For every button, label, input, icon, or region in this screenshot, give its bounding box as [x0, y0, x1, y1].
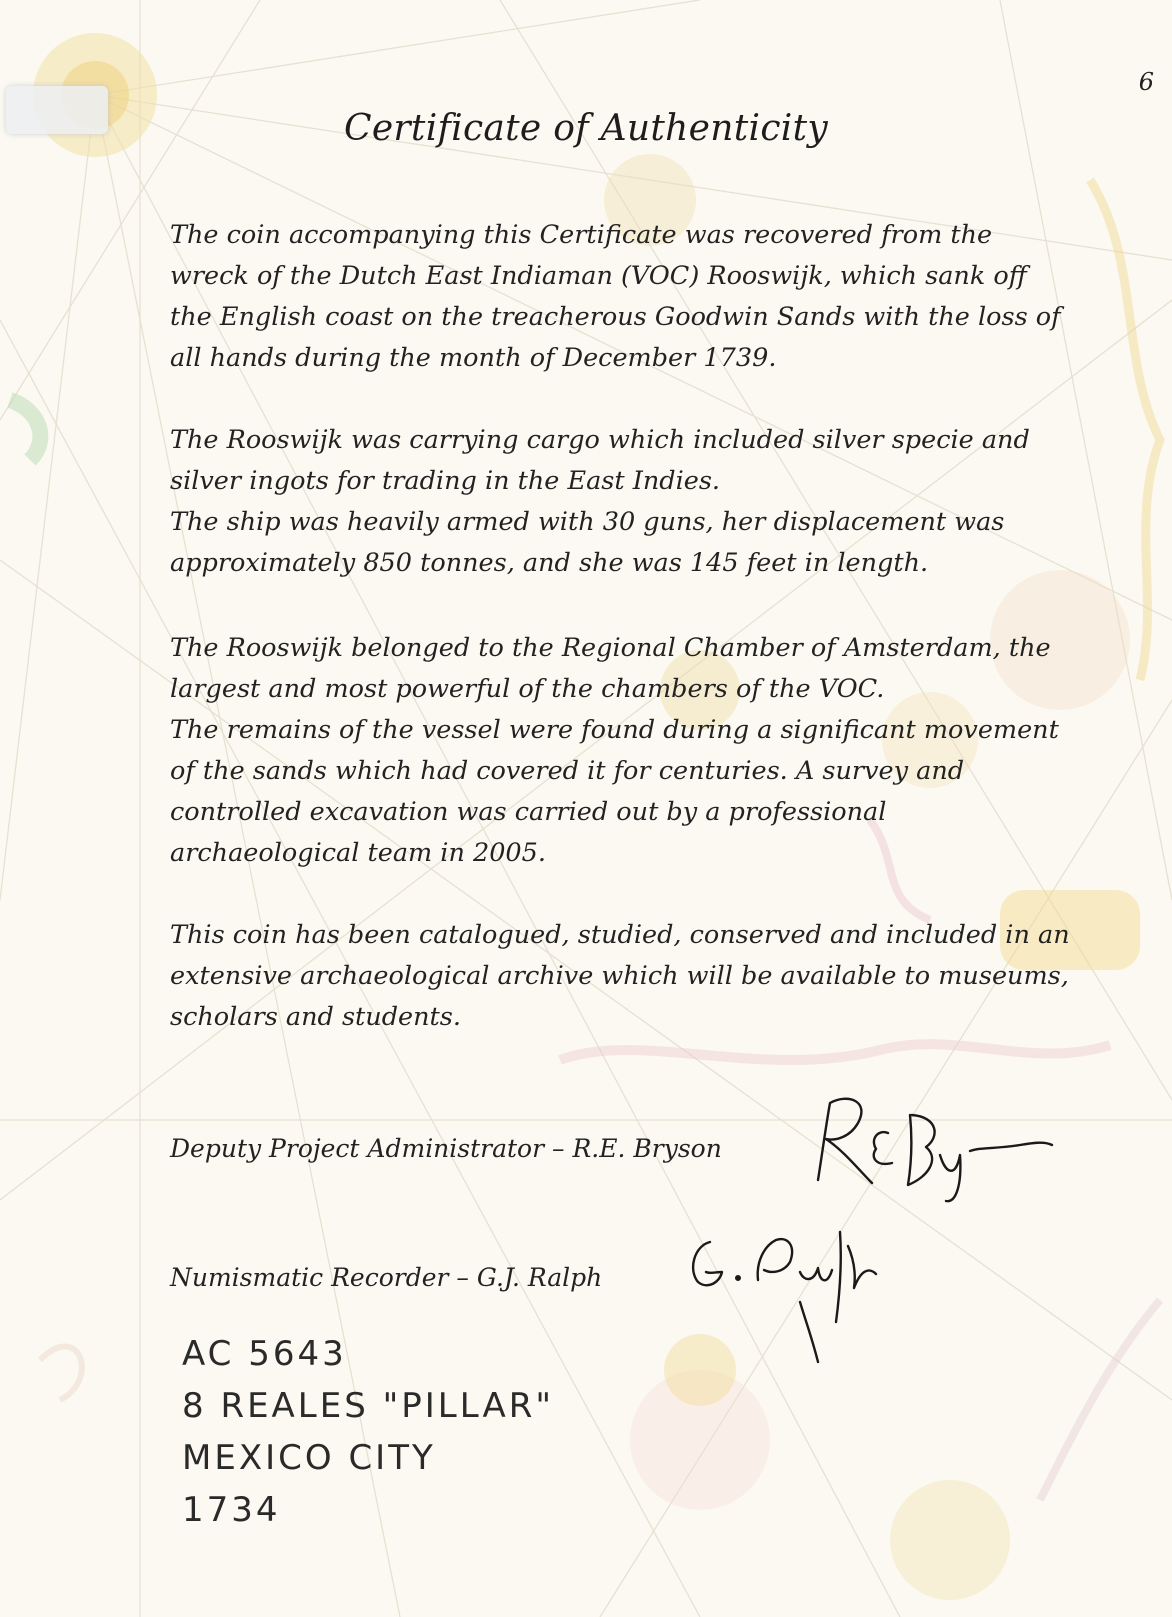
certificate-paragraph-3 — [170, 628, 1070, 874]
certificate-paragraph-2 — [170, 420, 1070, 584]
discovery-text: The remains of the vessel were found during a significant movement of the sands which had covered it for centuries. A survey and controlled excavation was carried out by a professional archaeological team in 2005. — [170, 715, 1059, 868]
handwritten-catalogue-notes — [182, 1328, 554, 1536]
certificate-title: Certificate of Authenticity — [343, 108, 829, 149]
note-coin-type: 8 REALES "PILLAR" — [182, 1386, 554, 1426]
signatory-label-ralph: Numismatic Recorder – G.J. Ralph — [170, 1263, 603, 1292]
signature-bryson — [800, 1085, 1060, 1205]
signature-ralph — [680, 1212, 920, 1372]
page-number: 6 — [1138, 68, 1154, 96]
chamber-text: The Rooswijk belonged to the Regional Chamber of Amsterdam, the largest and most powerful of the chambers of the VOC. — [170, 633, 1051, 704]
certificate-paragraph-4: This coin has been catalogued, studied, conserved and included in an extensive archaeological archive which will be available to museums, scholars and students. — [170, 920, 1070, 1032]
ship-specs-text: The ship was heavily armed with 30 guns, her displacement was approximately 850 tonnes, and she was 145 feet in length. — [170, 507, 1005, 578]
note-mint: MEXICO CITY — [182, 1438, 436, 1478]
note-year: 1734 — [182, 1490, 281, 1530]
signatory-label-bryson: Deputy Project Administrator – R.E. Bryson — [170, 1134, 722, 1163]
certificate-paragraph-1: The coin accompanying this Certificate was recovered from the wreck of the Dutch East Indiaman (VOC) Rooswijk, which sank off the English coast on the treacherous Goodwin Sands with the loss of all hands during the month of December 1739. — [170, 220, 1061, 373]
cargo-text: The Rooswijk was carrying cargo which included silver specie and silver ingots for trading in the East Indies. — [170, 425, 1030, 496]
note-catalogue-number: AC 5643 — [182, 1334, 347, 1374]
